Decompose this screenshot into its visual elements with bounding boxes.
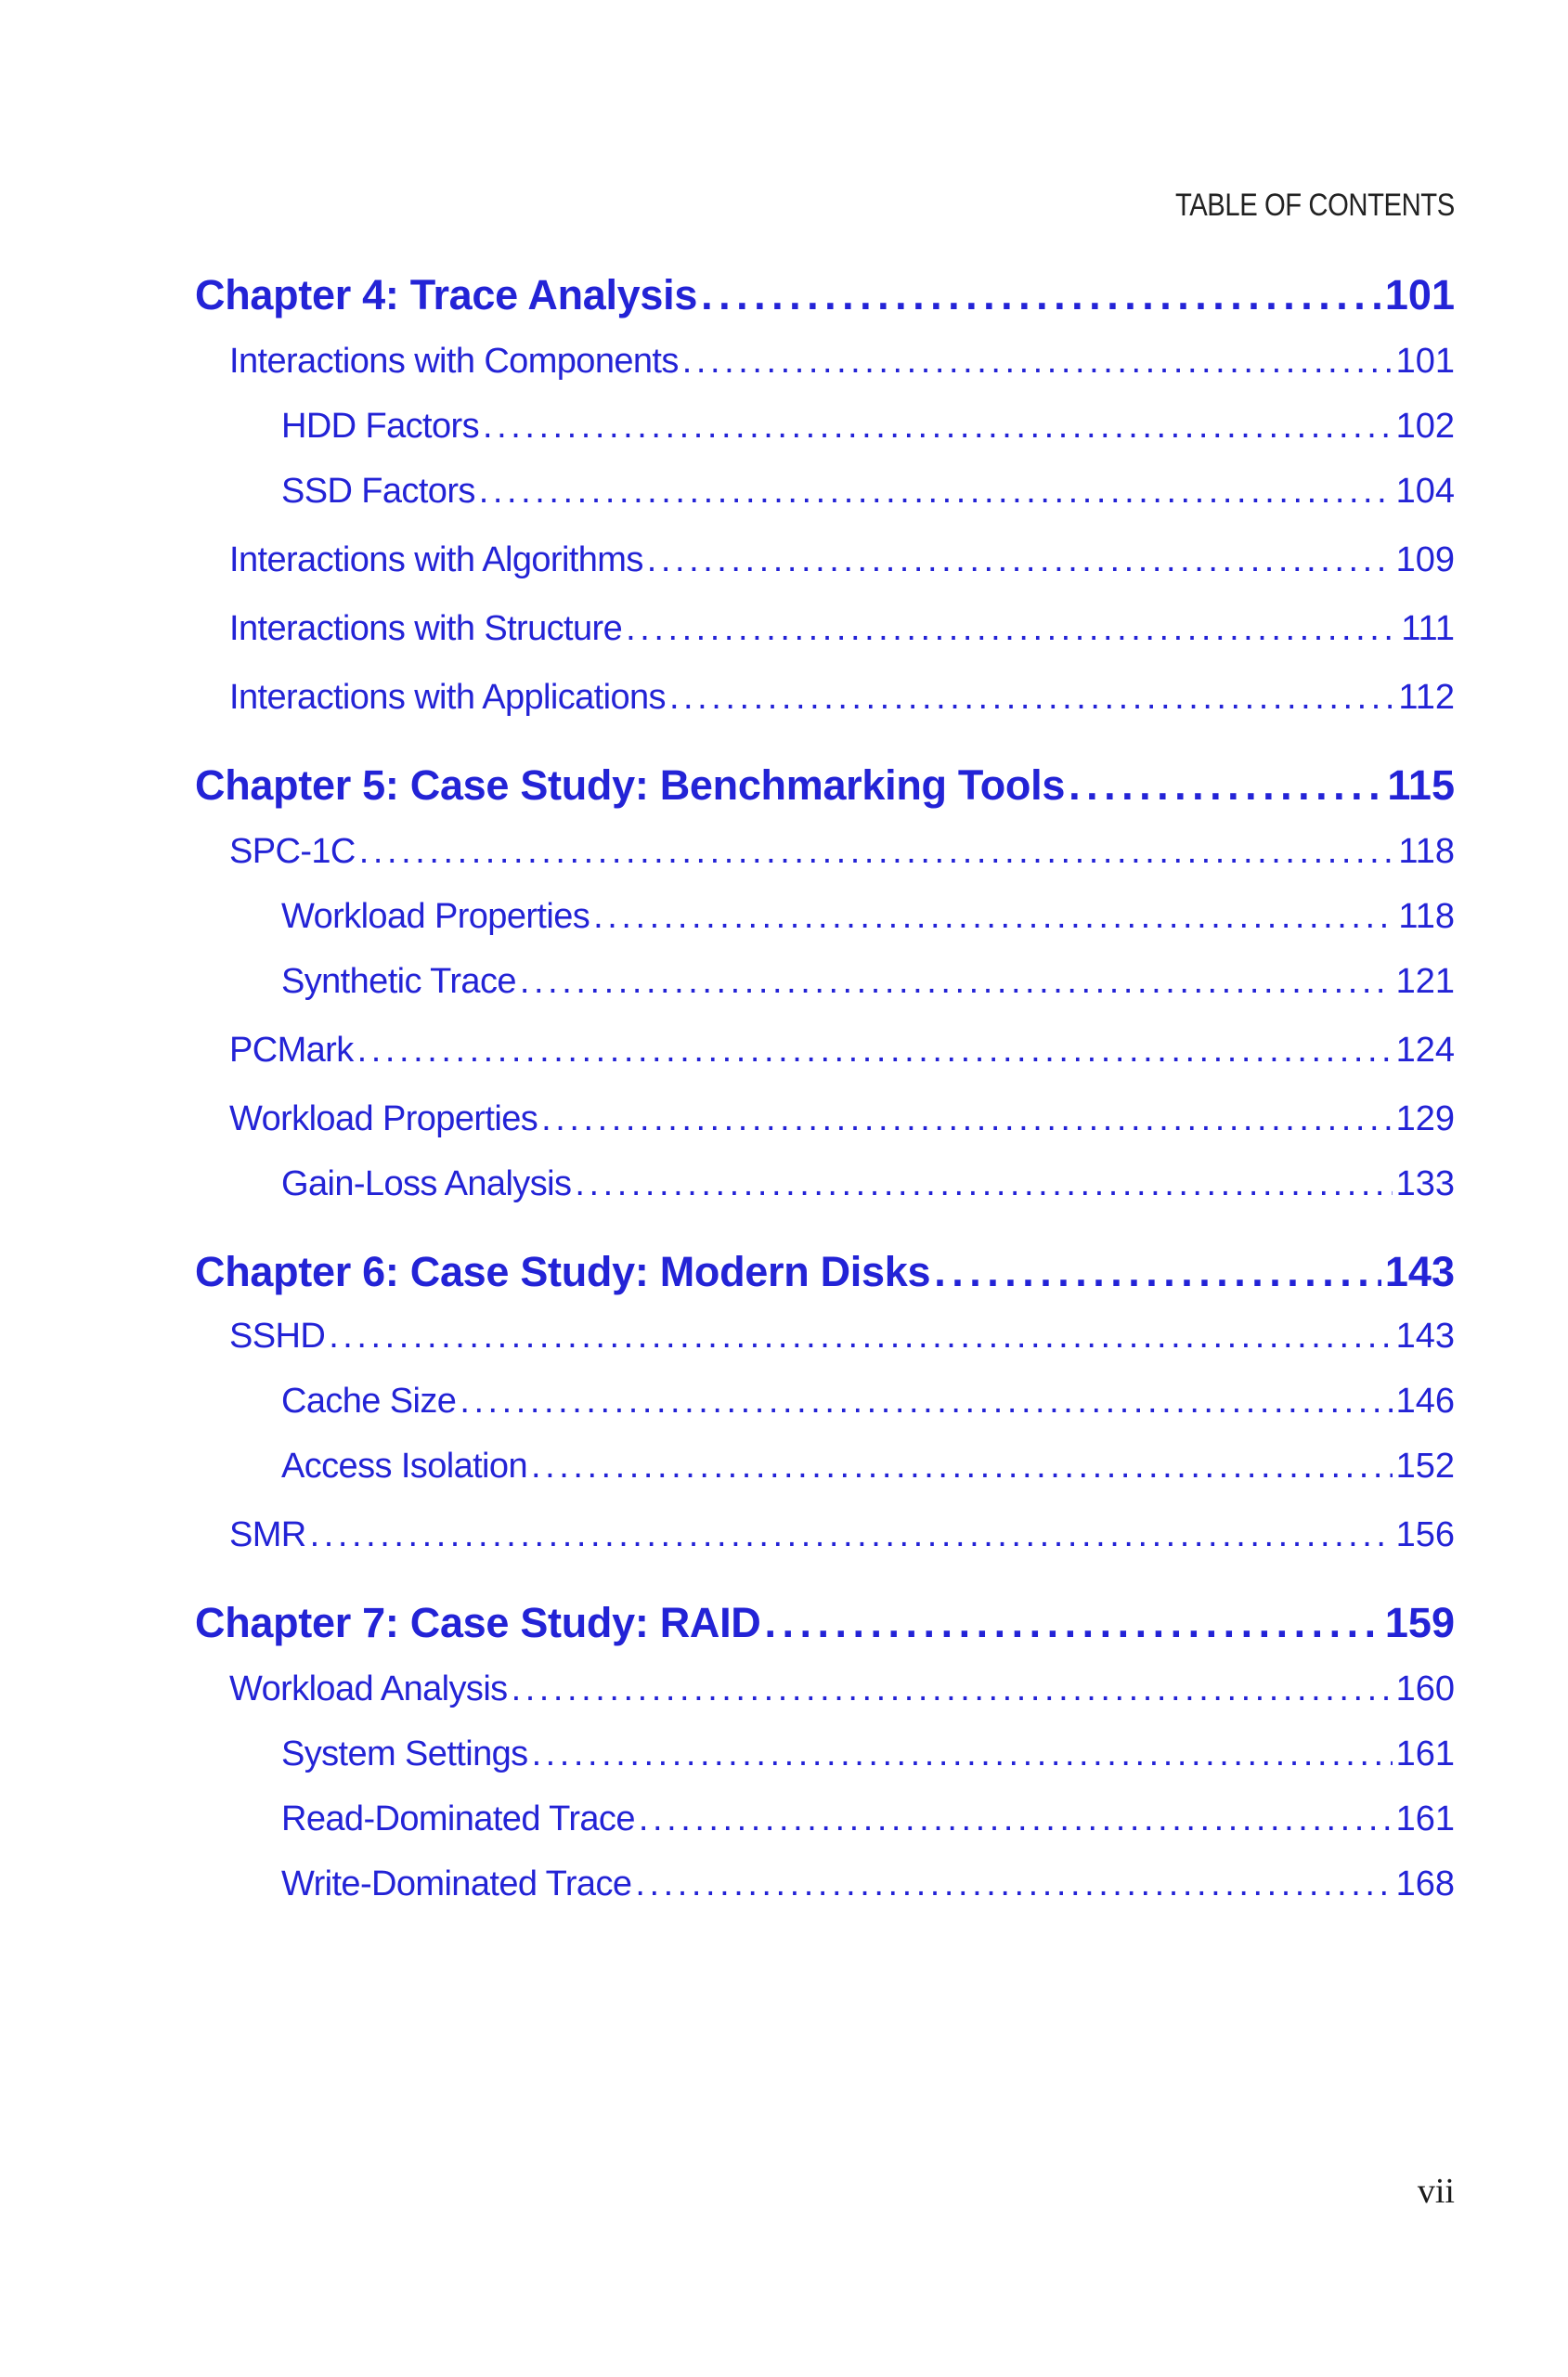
toc-entry-title: Write-Dominated Trace: [281, 1864, 632, 1903]
toc-entry-page: 161: [1395, 1799, 1455, 1838]
table-of-contents: [195, 0, 1455, 2377]
dot-leader: [701, 271, 1381, 319]
toc-section-entry[interactable]: [229, 1515, 1455, 1564]
toc-subsection-entry[interactable]: [281, 1799, 1455, 1848]
toc-entry-page: 160: [1395, 1669, 1455, 1708]
toc-chapter-entry[interactable]: [195, 1248, 1455, 1304]
toc-entry-page: 102: [1395, 407, 1455, 446]
toc-section-entry[interactable]: [229, 609, 1455, 657]
toc-subsection-entry[interactable]: [281, 1382, 1455, 1430]
dot-leader: [359, 832, 1395, 872]
toc-entry-title: Interactions with Applications: [229, 678, 666, 717]
toc-entry-page: 168: [1395, 1864, 1455, 1903]
toc-entry-title: Chapter 4: Trace Analysis: [195, 271, 698, 318]
toc-entry-page: 156: [1395, 1515, 1455, 1554]
dot-leader: [310, 1515, 1393, 1555]
dot-leader: [541, 1099, 1392, 1139]
toc-subsection-entry[interactable]: [281, 407, 1455, 455]
toc-entry-title: Workload Properties: [281, 897, 590, 936]
toc-entry-title: Interactions with Structure: [229, 609, 623, 648]
dot-leader: [520, 962, 1393, 1002]
toc-subsection-entry[interactable]: [281, 1447, 1455, 1495]
dot-leader: [357, 1031, 1393, 1071]
running-header: TABLE OF CONTENTS: [1175, 188, 1455, 223]
toc-entry-page: 101: [1384, 271, 1455, 318]
dot-leader: [593, 897, 1394, 937]
dot-leader: [765, 1599, 1381, 1647]
toc-section-entry[interactable]: [229, 342, 1455, 390]
dot-leader: [682, 342, 1393, 382]
toc-entry-title: Chapter 7: Case Study: RAID: [195, 1599, 761, 1646]
toc-entry-title: Access Isolation: [281, 1447, 527, 1486]
dot-leader: [639, 1799, 1393, 1839]
dot-leader: [483, 407, 1393, 447]
toc-entry-page: 133: [1395, 1164, 1455, 1203]
toc-entry-page: 118: [1398, 832, 1455, 871]
toc-entry-title: Interactions with Components: [229, 342, 679, 381]
dot-leader: [329, 1317, 1392, 1357]
toc-entry-title: Chapter 5: Case Study: Benchmarking Tools: [195, 761, 1066, 809]
toc-entry-page: 101: [1395, 342, 1455, 381]
toc-entry-page: 115: [1387, 761, 1455, 809]
dot-leader: [460, 1382, 1392, 1422]
toc-entry-title: Workload Properties: [229, 1099, 538, 1138]
toc-section-entry[interactable]: [229, 1669, 1455, 1718]
toc-subsection-entry[interactable]: [281, 472, 1455, 520]
toc-section-entry[interactable]: [229, 1031, 1455, 1079]
dot-leader: [669, 678, 1394, 718]
toc-entry-page: 124: [1395, 1031, 1455, 1070]
toc-section-entry[interactable]: [229, 540, 1455, 589]
toc-subsection-entry[interactable]: [281, 1734, 1455, 1783]
toc-subsection-entry[interactable]: [281, 962, 1455, 1010]
toc-subsection-entry[interactable]: [281, 1864, 1455, 1913]
toc-entry-page: 143: [1395, 1317, 1455, 1356]
toc-entry-title: System Settings: [281, 1734, 528, 1773]
page-number: vii: [1417, 2172, 1455, 2211]
toc-entry-title: Interactions with Algorithms: [229, 540, 643, 579]
toc-entry-title: SPC-1C: [229, 832, 356, 871]
toc-subsection-entry[interactable]: [281, 897, 1455, 945]
toc-entry-page: 146: [1395, 1382, 1455, 1421]
dot-leader: [934, 1248, 1381, 1296]
dot-leader: [512, 1669, 1393, 1709]
toc-entry-title: SSD Factors: [281, 472, 475, 511]
toc-chapter-entry[interactable]: [195, 761, 1455, 817]
dot-leader: [626, 609, 1397, 649]
toc-entry-title: Gain-Loss Analysis: [281, 1164, 572, 1203]
toc-section-entry[interactable]: [229, 678, 1455, 726]
dot-leader: [575, 1164, 1392, 1204]
toc-entry-page: 159: [1384, 1599, 1455, 1646]
toc-entry-page: 161: [1395, 1734, 1455, 1773]
dot-leader: [479, 472, 1393, 512]
toc-entry-title: Cache Size: [281, 1382, 457, 1421]
toc-chapter-entry[interactable]: [195, 271, 1455, 327]
toc-entry-title: Workload Analysis: [229, 1669, 508, 1708]
dot-leader: [532, 1734, 1393, 1774]
toc-entry-page: 143: [1384, 1248, 1455, 1295]
toc-entry-title: Synthetic Trace: [281, 962, 516, 1001]
toc-subsection-entry[interactable]: [281, 1164, 1455, 1213]
toc-section-entry[interactable]: [229, 1317, 1455, 1365]
dot-leader: [531, 1447, 1393, 1487]
dot-leader: [635, 1864, 1392, 1904]
toc-entry-title: Read-Dominated Trace: [281, 1799, 635, 1838]
toc-chapter-entry[interactable]: [195, 1599, 1455, 1655]
toc-entry-title: PCMark: [229, 1031, 354, 1070]
toc-entry-title: Chapter 6: Case Study: Modern Disks: [195, 1248, 931, 1295]
toc-entry-page: 111: [1401, 609, 1455, 648]
toc-entry-title: SMR: [229, 1515, 306, 1554]
toc-entry-page: 129: [1395, 1099, 1455, 1138]
toc-entry-page: 109: [1395, 540, 1455, 579]
toc-entry-page: 121: [1395, 962, 1455, 1001]
toc-section-entry[interactable]: [229, 1099, 1455, 1148]
toc-entry-title: HDD Factors: [281, 407, 479, 446]
toc-section-entry[interactable]: [229, 832, 1455, 880]
toc-entry-page: 104: [1395, 472, 1455, 511]
dot-leader: [647, 540, 1393, 580]
toc-entry-title: SSHD: [229, 1317, 326, 1356]
dot-leader: [1069, 761, 1383, 810]
toc-entry-page: 152: [1395, 1447, 1455, 1486]
toc-entry-page: 118: [1398, 897, 1455, 936]
toc-entry-page: 112: [1398, 678, 1455, 717]
